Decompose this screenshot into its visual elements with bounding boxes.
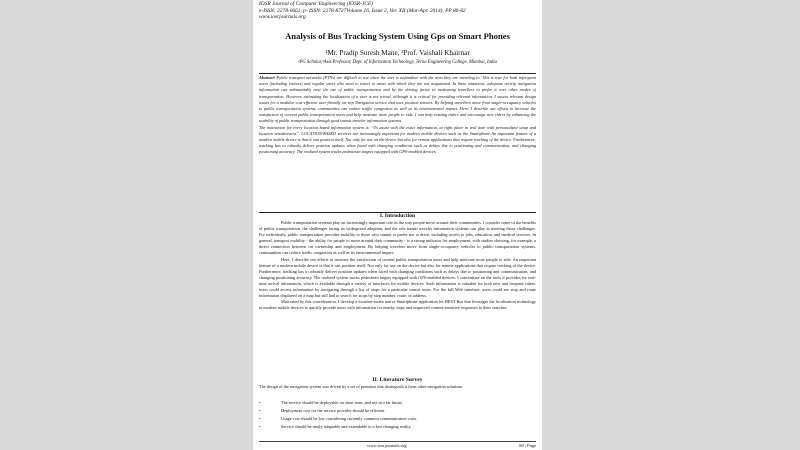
literature-intro-text: The design of the navigation system was driven by a set of premises that distinguish it from other navigation solutions.: [259, 384, 464, 389]
intro-paragraph-1: Public transportation systems play an increasingly important role in the way people move around their communities. I consider some of the benefits of public transportation, the challenges facing its widespread adoption, and the role transit traveler information systems can play in meeting those challenges. For individuals, public transportation provides mobility to those who cannot or prefer not to drive, including access to jobs, education, and medical services. In general, transport mobility - the ability for people to move around their community - is a strong indicator for employment, with studies showing, for example, a direct connection between car ownership and employment. By helping travelers move from single-occupancy vehicles to public transportation systems, communities can reduce traffic congestion as well as its environmental impact.: [259, 220, 536, 256]
list-item: • Deployment cost for the service provider should be efficient.: [259, 408, 386, 413]
footer-page-number: 80 | Page: [519, 443, 536, 448]
list-item: • Service should be easily adaptable and extendable to a fast changing reality.: [259, 424, 412, 429]
abstract-text: Public transport networks (PTNs) are difficult to use when the user is unfamiliar with the area they are traveling to. This is true for both infrequent users (including visitors) and regular users who need to travel to areas with which they are not acquainted. In these situations, adequate on-trip navigation information can substantially ease the use of public transportation and be the driving factor in motivating travellers to prefer it over other modes of transportation. However, estimating the localization of a user is not trivial, although it is critical for providing relevant information. I assess relevant design issues for a modular cost-efficient user-friendly on-trip Navigation service that uses position sensors. By helping travellers move from single-occupancy vehicles to public transportation systems, communities can reduce traffic congestion as well as its environmental impact. Here, I describe our efforts to increase the satisfaction of current public transportation users and help motivate more people to ride. I can help existing riders and encourage new riders by enhancing the usability of public transportation through good transit traveler information systems.: [259, 75, 536, 124]
page-footer: [259, 441, 536, 450]
footer-url: www.iosrjournals.org: [367, 443, 407, 448]
abstract-label: Abstract:: [259, 75, 276, 80]
journal-issn: e-ISSN: 2278-0661, p- ISSN: 2278-8727Volume 16, Issue 2, Ver. XII (Mar-Apr. 2014), PP 80-82: [259, 7, 466, 14]
list-item: • Usage cost should be low considering currently common communication costs.: [259, 416, 418, 421]
intro-paragraph-2: Here, I describe our efforts to increase the satisfaction of current public transportation users and help motivate more people to ride. An important feature of a modern mobile device is that it can position itself. Not only for use on the device but also for remote applications that require tracking of the device. Furthermore, tracking has to robustly deliver position updates when faced with changing conditions such as delays due to positioning and communication, and changing positioning accuracy. The realized system tracks pedestrian targets equipped with GPS-enabled devices. I concentrate on the tools it provides for real-time arrival information, which is available through a variety of interfaces for mobile devices. Such information is valuable for both new and frequent riders. users could access information by navigating through a list of stops for a particular transit route. For the full Web interface, users could see stop and route information displayed on a map but still had to search for stops by stop number, route, or address.: [259, 256, 536, 299]
author-affiliation: ¹PG Scholar,²Asst.Professor, Dept. of Information Technology, Terna Engineering College, Mumbai, India: [298, 60, 497, 65]
section-heading-literature-survey: II. Literature Survey: [372, 377, 423, 383]
premises-list: [259, 399, 536, 431]
bullet-icon: •: [259, 408, 261, 413]
right-background: [542, 0, 800, 450]
literature-intro: [259, 384, 536, 398]
bullet-icon: •: [259, 416, 261, 421]
intro-paragraph-3: Motivated by this consideration, I develop a location-aware native Smartphone application for BEST Bus that leverages the localization technology in modern mobile devices to quickly provide users with information for nearby stops and improved context-sensitive responses to their searches: [259, 299, 536, 311]
bullet-icon: •: [259, 424, 261, 429]
paper-title: Analysis of Bus Tracking System Using Gps on Smart Phones: [285, 31, 510, 41]
introduction-body: [259, 220, 536, 369]
list-item: • The service should be deployable on short term, and not in a far future.: [259, 400, 404, 405]
journal-url: www.iosrjournals.org: [259, 14, 306, 21]
journal-name: IOSR Journal of Computer Engineering (IOSR-JCE): [259, 1, 373, 7]
abstract-text-2: The motivation for every location based information system is: “To assist with the exact information, at right place in real time with personalized setup and location sensitiveness”. LOCATION-BASED services are increasingly important for modern mobile devices such as the Smartphone.An important feature of a modern mobile device is that it can position itself. Not only for use on the device but also for remote applications that require tracking of the device. Furthermore, tracking has to robustly deliver position updates when faced with changing conditions such as delays due to positioning and communication, and changing positioning accuracy. The realized system tracks pedestrian targets equipped with GPS-enabled devices.: [259, 124, 536, 155]
document-page: [253, 0, 542, 450]
paper-authors: ¹Mr. Pradip Suresh Mane, ²Prof. Vaishali Khairnar: [325, 49, 470, 57]
left-background: [0, 0, 253, 450]
journal-header: [259, 1, 466, 21]
section-heading-introduction: I. Introduction: [379, 213, 416, 219]
abstract-block: [259, 73, 536, 213]
bullet-icon: •: [259, 400, 261, 405]
